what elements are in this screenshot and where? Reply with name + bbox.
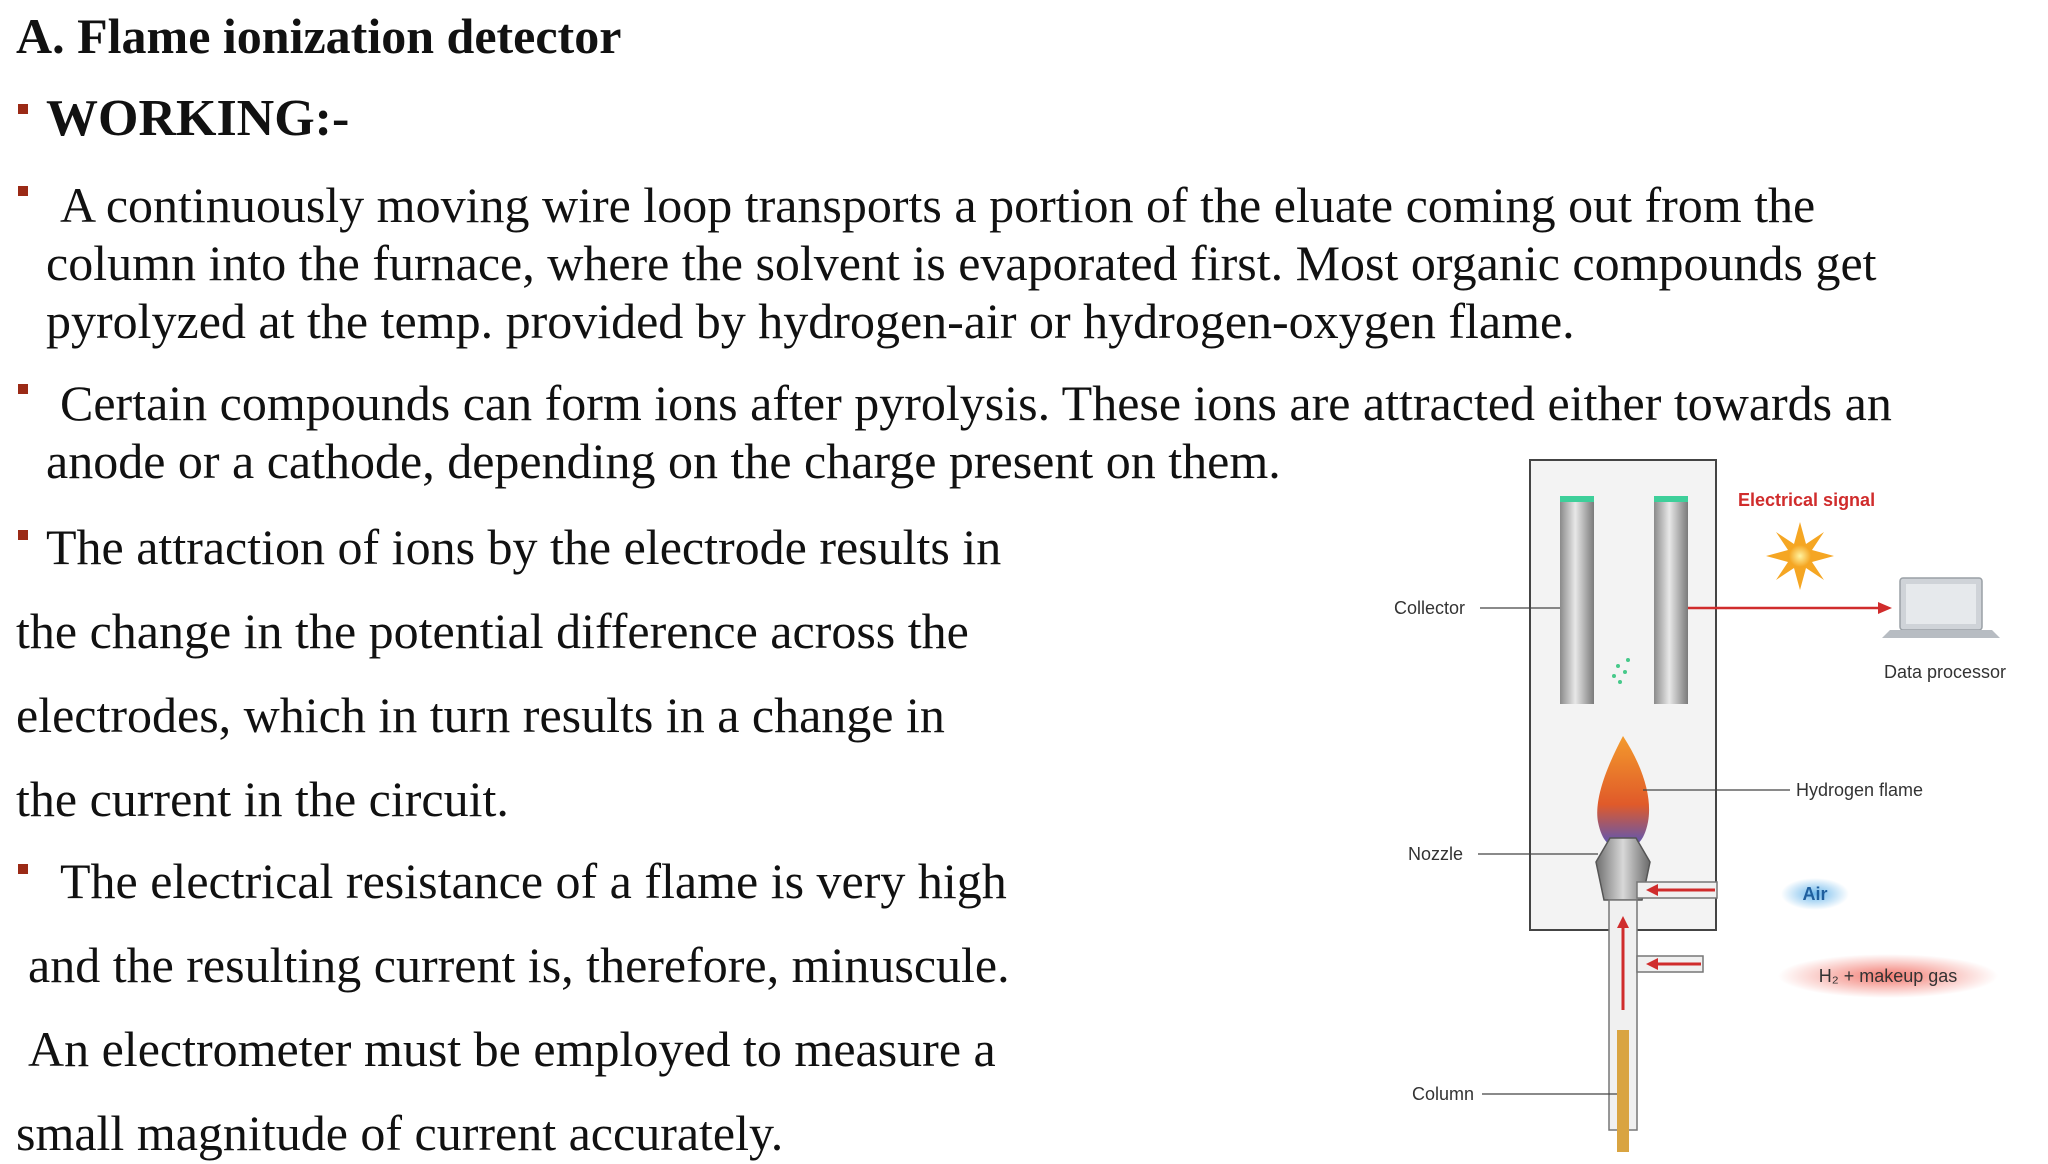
signal-burst-icon (1766, 522, 1834, 590)
collector-label: Collector (1394, 598, 1466, 618)
bullet4-line1: The electrical resistance of a flame is very high (60, 853, 1007, 909)
electrode-top-right (1654, 496, 1688, 502)
column (1617, 1030, 1629, 1152)
collector-electrode-left (1560, 500, 1594, 704)
bullet4-line3: An electrometer must be employed to measure a (28, 1021, 996, 1077)
h2-makeup-label: H₂ + makeup gas (1818, 966, 1958, 986)
bullet2-line2: anode or a cathode, depending on the charge present on them. (46, 433, 1281, 489)
laptop-icon (1882, 578, 2000, 638)
bullet-marker (18, 186, 28, 196)
bullet-marker (18, 530, 28, 540)
nozzle-label: Nozzle (1408, 844, 1464, 864)
electrical-signal-label: Electrical signal (1738, 490, 1876, 510)
bullet3-line4: the current in the circuit. (16, 771, 509, 827)
slide-title: A. Flame ionization detector (16, 8, 622, 64)
working-heading: WORKING:- (46, 90, 350, 147)
data-processor-label: Data processor (1884, 662, 2007, 682)
bullet1-line1: A continuously moving wire loop transports a portion of the eluate coming out from the (60, 177, 1816, 233)
bullet2-line1: Certain compounds can form ions after pyrolysis. These ions are attracted either towards an (60, 375, 1892, 431)
bullet-marker (18, 104, 28, 114)
bullet1-line2: column into the furnace, where the solvent is evaporated first. Most organic compounds get (46, 235, 1877, 291)
air-label: Air (1802, 884, 1828, 904)
electrode-top-left (1560, 496, 1594, 502)
bullet4-line2: and the resulting current is, therefore, minuscule. (28, 937, 1010, 993)
fid-diagram (1360, 450, 2048, 1152)
column-label: Column (1412, 1084, 1475, 1104)
bullet3-line2: the change in the potential difference across the (16, 603, 969, 659)
bullet4-line4: small magnitude of current accurately. (16, 1105, 784, 1161)
collector-electrode-right (1654, 500, 1688, 704)
hydrogen-flame-label: Hydrogen flame (1796, 780, 1924, 800)
bullet3-line3: electrodes, which in turn results in a change in (16, 687, 945, 743)
bullet3-line1: The attraction of ions by the electrode results in (46, 519, 1002, 575)
bullet-marker (18, 384, 28, 394)
bullet-marker (18, 864, 28, 874)
bullet1-line3: pyrolyzed at the temp. provided by hydrogen-air or hydrogen-oxygen flame. (46, 293, 1575, 349)
